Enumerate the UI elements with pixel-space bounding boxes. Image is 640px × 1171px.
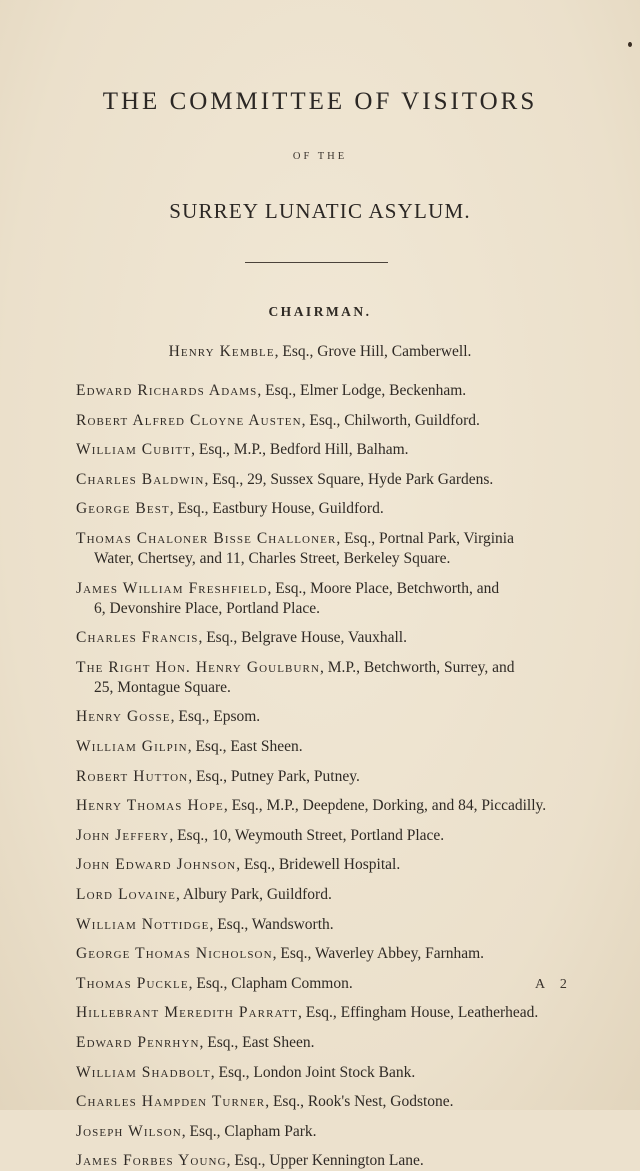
member-details-continued: 6, Devonshire Place, Portland Place. [94, 599, 320, 617]
member-entry [76, 579, 566, 619]
member-name: James William Freshfield [76, 579, 268, 597]
member-details: , M.P., Betchworth, Surrey, and [320, 658, 515, 676]
member-name: James Forbes Young [76, 1152, 227, 1170]
member-name: Robert Hutton [76, 767, 189, 785]
member-name: Henry Thomas Hope [76, 797, 224, 815]
member-name: Thomas Chaloner Bisse Challoner [76, 530, 337, 547]
member-name: Edward Penrhyn [76, 1034, 200, 1051]
member-entry [76, 1092, 566, 1112]
member-entry [76, 1122, 566, 1142]
member-entry [76, 855, 566, 875]
member-details: , Esq., Belgrave House, Vauxhall. [198, 629, 407, 647]
member-details: , Esq., 10, Weymouth Street, Portland Place. [169, 826, 445, 844]
member-name: Henry Gosse [76, 708, 171, 726]
member-details: , Esq., Eastbury House, Guildford. [169, 500, 384, 518]
member-entry [76, 1033, 566, 1053]
signature-mark: A 2 [535, 977, 573, 992]
chairman-heading: CHAIRMAN. [268, 304, 372, 319]
member-entry [76, 440, 566, 460]
member-name: John Jeffery [76, 826, 170, 844]
member-entry [76, 944, 566, 964]
member-details: , Esq., M.P., Bedford Hill, Balham. [191, 441, 409, 459]
chairman-details: , Esq., Grove Hill, Camberwell. [274, 343, 472, 360]
member-details: , Esq., London Joint Stock Bank. [210, 1063, 416, 1081]
member-entry [76, 411, 566, 431]
member-entry [76, 628, 566, 648]
member-name: William Nottidge [76, 915, 210, 933]
member-name: The Right Hon. Henry Goulburn [76, 658, 320, 676]
member-entry [76, 381, 566, 401]
member-details: , Esq., Putney Park, Putney. [188, 767, 360, 785]
member-details: , Esq., Rook's Nest, Godstone. [265, 1093, 454, 1111]
member-details: , Esq., Epsom. [170, 708, 261, 726]
member-entry [76, 658, 566, 698]
member-details: , Esq., Clapham Park. [181, 1122, 317, 1140]
member-entry [76, 826, 566, 846]
member-entry [76, 470, 566, 490]
member-name: Thomas Puckle [76, 974, 189, 992]
member-details: , Esq., Bridewell Hospital. [236, 856, 401, 874]
divider-rule [245, 262, 388, 263]
member-entry [76, 915, 566, 935]
member-details: , Esq., Upper Kennington Lane. [226, 1152, 424, 1170]
member-name: George Thomas Nicholson [76, 945, 273, 963]
member-name: Edward Richards Adams [76, 382, 258, 399]
member-name: Robert Alfred Cloyne Austen [76, 411, 302, 429]
chairman-entry [0, 343, 640, 361]
page-subtitle: SURREY LUNATIC ASYLUM. [169, 199, 471, 223]
member-details: , Esq., East Sheen. [187, 738, 303, 755]
member-entry [76, 767, 566, 787]
member-details: , Esq., Waverley Abbey, Farnham. [272, 945, 485, 963]
member-entry [76, 796, 566, 816]
member-entry [76, 885, 566, 905]
member-details-continued: 25, Montague Square. [94, 678, 231, 696]
member-name: Lord Lovaine [76, 886, 176, 903]
member-details: , Esq., Wandsworth. [209, 915, 334, 933]
member-details: , Esq., East Sheen. [199, 1034, 315, 1051]
member-details: , Albury Park, Guildford. [175, 886, 332, 903]
member-name: William Gilpin [76, 738, 188, 755]
chairman-name: Henry Kemble [168, 343, 275, 360]
member-details: , Esq., Clapham Common. [188, 974, 353, 992]
member-name: William Shadbolt [76, 1063, 211, 1081]
member-name: George Best [76, 500, 170, 518]
member-entry [76, 1063, 566, 1083]
member-name: Charles Baldwin [76, 470, 205, 488]
member-entry [76, 974, 566, 994]
member-name: Hillebrant Meredith Parratt [76, 1004, 298, 1022]
member-details-continued: Water, Chertsey, and 11, Charles Street, Berkeley Square. [94, 550, 451, 567]
title-connector: OF THE [292, 151, 348, 162]
member-name: Joseph Wilson [76, 1122, 182, 1140]
committee-member-list [0, 381, 640, 1170]
member-entry [76, 1151, 566, 1171]
member-name: Charles Hampden Turner [76, 1093, 266, 1111]
member-entry [76, 1003, 566, 1023]
member-details: , Esq., 29, Sussex Square, Hyde Park Gardens. [204, 470, 494, 488]
member-details: , Esq., Chilworth, Guildford. [301, 411, 480, 429]
member-entry [76, 707, 566, 727]
member-details: , Esq., M.P., Deepdene, Dorking, and 84, Piccadilly. [223, 797, 547, 815]
member-entry [76, 737, 566, 757]
member-details: , Esq., Moore Place, Betchworth, and [267, 579, 500, 597]
ink-speck [628, 42, 632, 47]
member-entry [76, 529, 566, 569]
member-details: , Esq., Elmer Lodge, Beckenham. [257, 382, 467, 399]
member-details: , Esq., Effingham House, Leatherhead. [297, 1004, 539, 1022]
member-entry [76, 499, 566, 519]
page-title: THE COMMITTEE OF VISITORS [102, 88, 538, 115]
member-name: John Edward Johnson [76, 856, 237, 874]
member-name: Charles Francis [76, 629, 199, 647]
member-details: , Esq., Portnal Park, Virginia [336, 530, 514, 547]
member-name: William Cubitt [76, 441, 192, 459]
